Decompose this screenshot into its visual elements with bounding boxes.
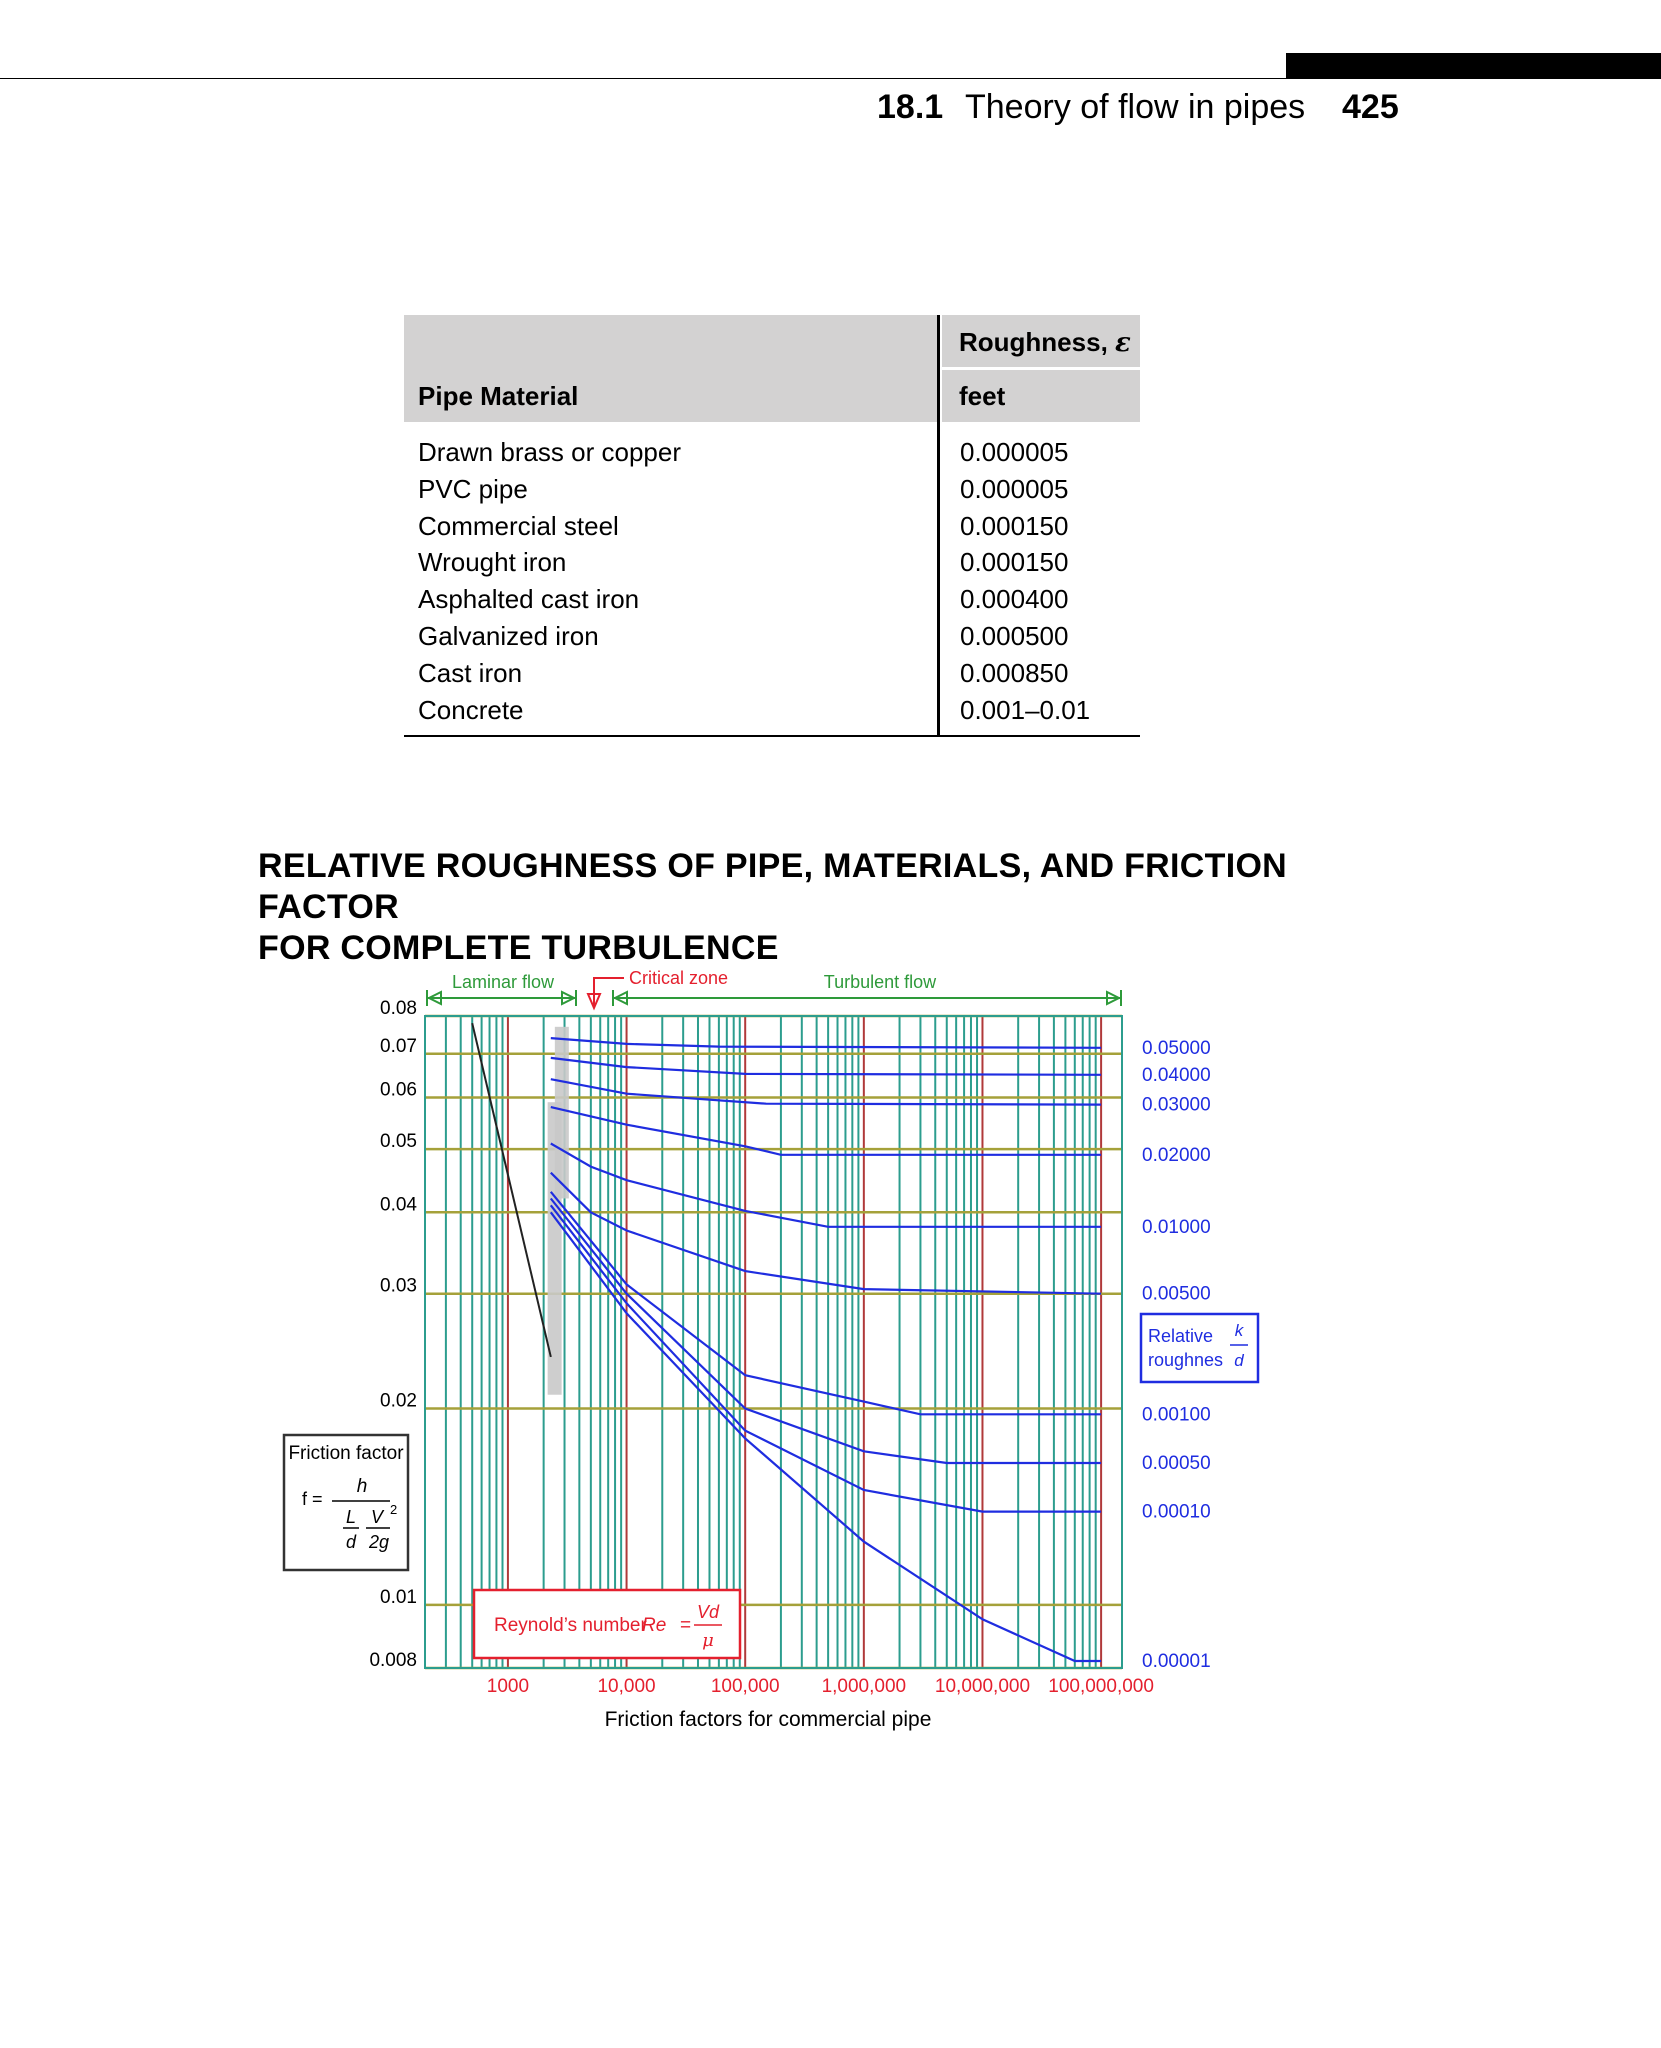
x-tick-label: 1,000,000 [821,1676,907,1697]
friction-formula-den-d: d [345,1532,357,1552]
turbulent-flow-label: Turbulent flow [823,972,937,992]
y-tick-label: 0.01 [380,1586,417,1608]
x-tick-label: 10,000,000 [934,1676,1031,1697]
table-cell-roughness: 0.000005 [960,473,1069,504]
friction-formula-num: h [356,1476,368,1497]
header-rule [0,78,1661,79]
relative-roughness-label: 0.05000 [1142,1037,1211,1059]
col-header-roughness [959,327,1131,358]
y-tick-label: 0.08 [380,998,417,1019]
critical-zone-band [555,1027,569,1199]
table-cell-roughness: 0.000500 [960,621,1069,651]
section-number: 18.1 [877,88,944,126]
y-tick-label: 0.07 [380,1035,417,1057]
x-tick-label: 10,000 [597,1676,656,1697]
table-cell-material: Asphalted cast iron [418,584,640,615]
friction-formula-den-exp: 2 [390,1502,398,1517]
critical-zone-label: Critical zone [629,968,729,988]
y-tick-label: 0.02 [380,1390,417,1412]
table-cell-roughness: 0.000850 [960,657,1069,688]
chart-grid [425,1016,1122,1668]
friction-formula-lhs: f = [302,1489,323,1509]
table-cell-material: PVC pipe [418,473,528,504]
table-cell-material: Galvanized iron [418,621,599,651]
relative-roughness-label: roughnes [1148,1350,1224,1370]
table-cell-material: Drawn brass or copper [418,437,681,467]
friction-factor-label: Friction factor [288,1443,404,1464]
section-title-line1: RELATIVE ROUGHNESS OF PIPE, MATERIALS, AND FRICTION FACTOR [258,847,1288,926]
y-tick-label: 0.05 [380,1131,417,1153]
reynolds-formula-den: μ [702,1630,714,1651]
friction-formula-den-v: V [370,1507,384,1527]
relative-roughness-label: 0.00010 [1142,1501,1211,1523]
reynolds-formula-eq: = [680,1615,692,1636]
table-cell-material: Cast iron [418,657,523,688]
relative-roughness-frac-den: d [1234,1351,1244,1370]
friction-factor-chart [0,950,1661,1750]
y-tick-label: 0.04 [380,1194,417,1216]
x-tick-label: 100,000,000 [1048,1676,1154,1697]
table-cell-roughness: 0.001–0.01 [960,694,1091,725]
laminar-flow-line [472,1023,551,1357]
relative-roughness-label: 0.00001 [1142,1651,1211,1673]
table-bottom-rule [404,735,1140,737]
table-cell-roughness: 0.000150 [960,510,1069,541]
relative-roughness-label: 0.02000 [1142,1144,1211,1166]
epsilon-symbol: ε [1115,328,1131,358]
reynolds-formula-lhs: Re [642,1615,667,1636]
reynolds-formula-num: Vd [696,1602,720,1622]
y-tick-label: 0.008 [369,1650,417,1671]
table-cell-material: Wrought iron [418,547,567,578]
table-cell-roughness: 0.000005 [960,437,1069,467]
relative-roughness-label: 0.01000 [1142,1216,1211,1238]
x-tick-label: 100,000 [710,1676,780,1697]
y-tick-label: 0.03 [380,1275,417,1297]
roughness-table [404,315,1140,737]
relative-roughness-label: Relative [1148,1326,1214,1346]
friction-formula-den-g: 2g [368,1532,390,1552]
table-cell-material: Commercial steel [418,510,619,541]
reynolds-number-label: Reynold’s number [494,1615,647,1636]
table-cell-roughness: 0.000400 [960,584,1069,615]
x-tick-label: 1000 [486,1676,530,1697]
page-number: 425 [1342,88,1399,126]
section-running-title: Theory of flow in pipes [965,88,1306,126]
table-cell-roughness: 0.000150 [960,547,1069,578]
chart-annotations [284,968,1258,1658]
relative-roughness-frac-num: k [1234,1321,1244,1340]
running-head [860,88,1400,134]
relative-roughness-label: 0.00500 [1142,1283,1211,1305]
col-header-material: Pipe Material [418,381,579,411]
table-divider [937,315,940,737]
section-title-line2: FOR COMPLETE TURBULENCE [258,929,779,967]
laminar-flow-label: Laminar flow [451,972,555,992]
relative-roughness-label: 0.04000 [1142,1064,1211,1086]
header-bar [1286,53,1661,78]
chart-caption: Friction factors for commercial pipe [604,1708,932,1731]
col-header-roughness-text: Roughness, [959,327,1108,357]
col-header-units: feet [959,381,1006,411]
y-tick-label: 0.06 [380,1079,417,1101]
table-cell-material: Concrete [418,694,524,725]
relative-roughness-label: 0.03000 [1142,1094,1211,1116]
friction-formula-den-l: L [345,1507,357,1527]
relative-roughness-label: 0.00100 [1142,1404,1211,1426]
relative-roughness-label: 0.00050 [1142,1453,1211,1475]
